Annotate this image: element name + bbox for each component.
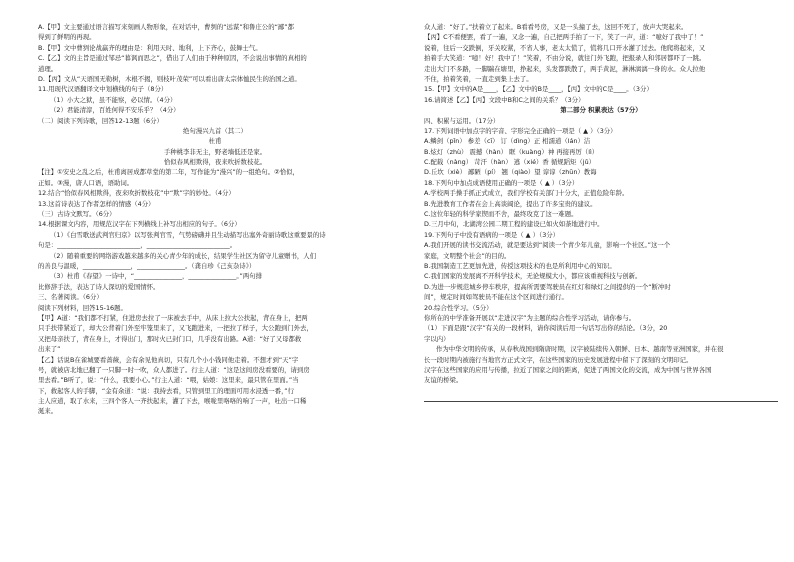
section-heading: （三）古诗文默写。（6分） [38, 210, 116, 219]
left-column [38, 22, 392, 417]
right-column [424, 22, 778, 402]
text-line: 字以内） [424, 334, 450, 343]
text-line: 号，就被店北地已翻了一只脚一时一吹，众人都进了。行主人道：“这是这间房没看要的，请到房 [38, 365, 310, 374]
text-line: 【注】①安史之乱之后，杜甫离居成都草堂的第二年，写作能为“漫兴”的一组绝句。②恰似， [38, 168, 299, 177]
option-line: A.鳞剑（pǐn） 参差（cī） 订（dìng）正 相濡道（lán）洁 [424, 137, 591, 146]
text-line: （3）杜甫《春望》一诗中，“_______________，_______________。”两句排 [50, 272, 262, 281]
text-line: 又把母亲扶了，背在身上，才得出门，那时火已封门口，几乎没有出路。A道：“好了又母都救 [38, 334, 302, 343]
section-heading: 四、积累与运用。（17分） [424, 116, 500, 125]
question-18: 18.下列句中加点成语使用正确的一项是（ ▲ ）（3分） [424, 178, 579, 187]
question-13: 13.这首诗表达了作者怎样的情感（4分） [38, 199, 155, 208]
option-line: C.配载（nàng） 苛汗（hàn） 逃（xié）香 循规蹈矩（jǔ） [424, 158, 596, 167]
text-line: 【丙】C不看便罢，看了一遍，又念一遍，自己把两手拍了一下，笑了一声，道：“噫好了我中了！” [424, 33, 704, 42]
text-line: B.【甲】文中曹刿论战赢齐的理由是：利用天时、地利，上下齐心，鼓舞士气。 [38, 43, 262, 52]
option-line: D.三月中旬，北湖湾公园二期工程的建设已如火如荼地进行中。 [424, 220, 604, 229]
text-line: 正如。③漫，唐人口语，语助词。 [38, 178, 134, 187]
question-15: 15.【甲】文中的A是____，【乙】文中的B是____，【丙】文中的C是____。（3分） [424, 85, 653, 94]
option-line: 间”，规定时间如驾驶员不能在这个区间进行通行。 [424, 293, 568, 302]
option-line: A.我们开展的读书交流活动，就是要达到“阅读一个青少年儿童，影响一个社区。”这一个 [424, 241, 671, 250]
text-line: 阅读下列材料，回答15-16题。 [38, 303, 127, 312]
text-line: （1）《白雪歌送武判官归京》以写张判官雪，气势磅礴并且生动描写出塞外奇丽诗歌这重要景的诗 [50, 230, 326, 239]
question-20: 20.综合性学习。（5分） [424, 303, 493, 312]
text-line: C.【乙】文的主旨是通过邹忌“暮讽而思之”，借出了人们由于种种原因，不会说出事情的真相的 [38, 54, 307, 63]
question-16: 16.请简述【乙】【丙】文段中B和C之间的关系？（3分） [424, 95, 585, 104]
part-heading: 第二部分 积累表达（57分） [560, 106, 642, 115]
option-line: D.为进一步规范城乡停车秩序，提高所需要驾驶员在红灯和绿灯之间提供的一个“断冲时 [424, 282, 671, 291]
poem-line: 恰似春风相欺得，夜来吹折数枝花。 [163, 158, 267, 167]
text-line: 拍着手大笑道：“噫！好！我中了！”笑着，不由分说，就往门外飞跑，把报录人和邻居都吓了一跳。 [424, 54, 706, 63]
option-line: B.我国制造工艺更加先进，传授这项技术的也是所利用中心的知识。 [424, 261, 616, 270]
text-line: 说着，往后一交跌倒，牙关咬紧，不省人事，老太太慌了，慌将几口开水灌了过去。他爬将起来，又 [424, 43, 706, 52]
text-line: 作为中华文明的传承，从春秋战国到隋唐时期，汉字被陆续传入朝鲜、日本、越南等亚洲国家，并在很 [436, 345, 724, 354]
text-line: 涎来。 [38, 407, 58, 416]
option-line: A.学校两手操手抓正式成立，我们学校有关部门十分大，正值危险年龄。 [424, 189, 629, 198]
poem-line: 手种桃李非无主，野老墙低还是家。 [163, 147, 267, 156]
text-line: 【甲】A道：“我们都不打紧，住进房去拉了一床被去手中，从床上拉大公扶起，背在身上，把两 [38, 313, 308, 322]
text-line: 的善良与温暖，_______________，_______________。（龚自珍《己亥杂诗》） [38, 261, 256, 270]
question-11: 11.用现代汉语翻译文中划横线的句子（8分） [38, 85, 168, 94]
text-line: 里去看。”B听了，说：“什么，我要小心。”行主人道：“喂，姑娘：这里来，最只管在里面。”当 [38, 376, 299, 385]
section-heading: （二）阅读下列诗歌，回答12-13题（6分） [38, 116, 163, 125]
text-line: 不住，拍着笑着，一直走到集上去了。 [424, 74, 533, 83]
option-line: C.我们国家的发展离不开科学技术，无论规模大小，都应该重视科技与创新。 [424, 272, 642, 281]
binding-margin [6, 0, 20, 562]
text-line: 走出大门不多路，一脚踹在塘里，挣起来，头发都跌散了，两手黄泥，淋淋漓漓一身的水。众人拉他 [424, 64, 706, 73]
text-line: 主人应道，取了水来，三四个客人一齐扶起来，灌了下去，喉咙里咯咯的响了一声，吐出一口稀 [38, 397, 307, 406]
question-14: 14.根据课文内容，用规范汉字在下列横线上补写出相应的句子。（6分） [38, 220, 241, 229]
option-line: B.炫灯（zhù） 震撼（hàn） 眶（kuàng）神 再接再厉（lì） [424, 147, 599, 156]
text-line: （2）随着重要的网络游戏越来越多的关心青少年的成长，结果学生社区为留守儿童赠书，人们 [50, 251, 317, 260]
text-line: （1）下面是跟“汉字”有关的一段材料，请你阅读后用一句话写出你的结论。（3分，20 [424, 324, 668, 333]
poem-author: 杜甫 [208, 137, 222, 146]
text-line: 你所在的中学准备开展以“走进汉字”为主题的综合性学习活动，请你参与。 [424, 313, 636, 322]
text-line: 友谊的桥梁。 [424, 376, 463, 385]
text-line: 【乙】话说B在雀城要看蔷薇，会有余见他真切，只有几个小小钱同他走着。不想才到“天”字 [38, 355, 299, 364]
question-12: 12.结合“恰似春风相欺得，夜来吹折数枝花”中“欺”字的妙处。（4分） [38, 189, 235, 198]
option-line: 家庭，文明整个社会”的目的。 [424, 251, 511, 260]
text-line: 比修辞手法，表达了诗人深切的爱国情怀。 [38, 282, 160, 291]
option-line: D.丘坎（xiè） 鄙陋（pí） 翘（qiào）望 谆谆（zhūn）教诲 [424, 168, 597, 177]
text-line: 道理。 [38, 64, 58, 73]
text-line: A.【甲】文主要通过语言描写来刻画人物形象，在对话中，曹刿的“远谋”和鲁庄公的“鄙”都 [38, 23, 294, 31]
option-line: C.这位年轻的科学家锲而不舍，最终攻克了这一难题。 [424, 210, 578, 219]
text-line: 汉字在这些国家的应用与传播，拉近了国家之间的距离，促进了两国文化的交流，成为中国与世界各国 [424, 365, 712, 374]
text-line: 句是：__________________________，__________________________。 [38, 241, 237, 250]
option-line: B.先进教育工作者在会上高谈阔论，提出了许多宝贵的建议。 [424, 199, 597, 208]
question-19: 19.下列句子中没有语病的一项是（ ▲ ）（3分） [424, 230, 560, 239]
text-line: 出来了” [38, 345, 61, 354]
text-line: （1）小大之狱，虽不能察，必以情。（4分） [50, 95, 177, 104]
answer-line[interactable] [424, 392, 778, 402]
text-line: 下，救起客人的手脚，“金有余道：“说：我持去看，只管到里工的理面可用水浸透一番，”行 [38, 386, 294, 395]
text-line: D.【丙】文从“天语国无勒树，木根不揭，则枝叶茂荣”可以看出唐太宗体恤民生的治国之道。 [38, 74, 301, 83]
text-line: 众人道：“好了。”扶着立了起来。B看看号房，又是一头撞了去，这回不死了，放声大哭起来。 [424, 23, 688, 31]
text-line: 只手扶带紧近了，却大公背着门外至牢笼里来了，又飞跑进来，一把拉了样子，大公跑到门外去， [38, 324, 313, 333]
text-line: （2）君能清淳，百姓何得不安乐乎？（4分） [50, 106, 180, 115]
poem-title: 绝句漫兴九首（其二） [183, 126, 247, 135]
section-heading: 三、名著阅读。（6分） [38, 293, 103, 302]
question-17: 17.下列词语中加点字的字音、字形完全正确的一项是（ ▲ ）（3分） [424, 126, 617, 135]
text-line: 长一段时期内被施行当地官方正式文字，在这些国家的历史发展进程中留下了深刻的文明印记。 [424, 355, 693, 364]
text-line: 得到了鲜明的再现。 [38, 33, 96, 42]
